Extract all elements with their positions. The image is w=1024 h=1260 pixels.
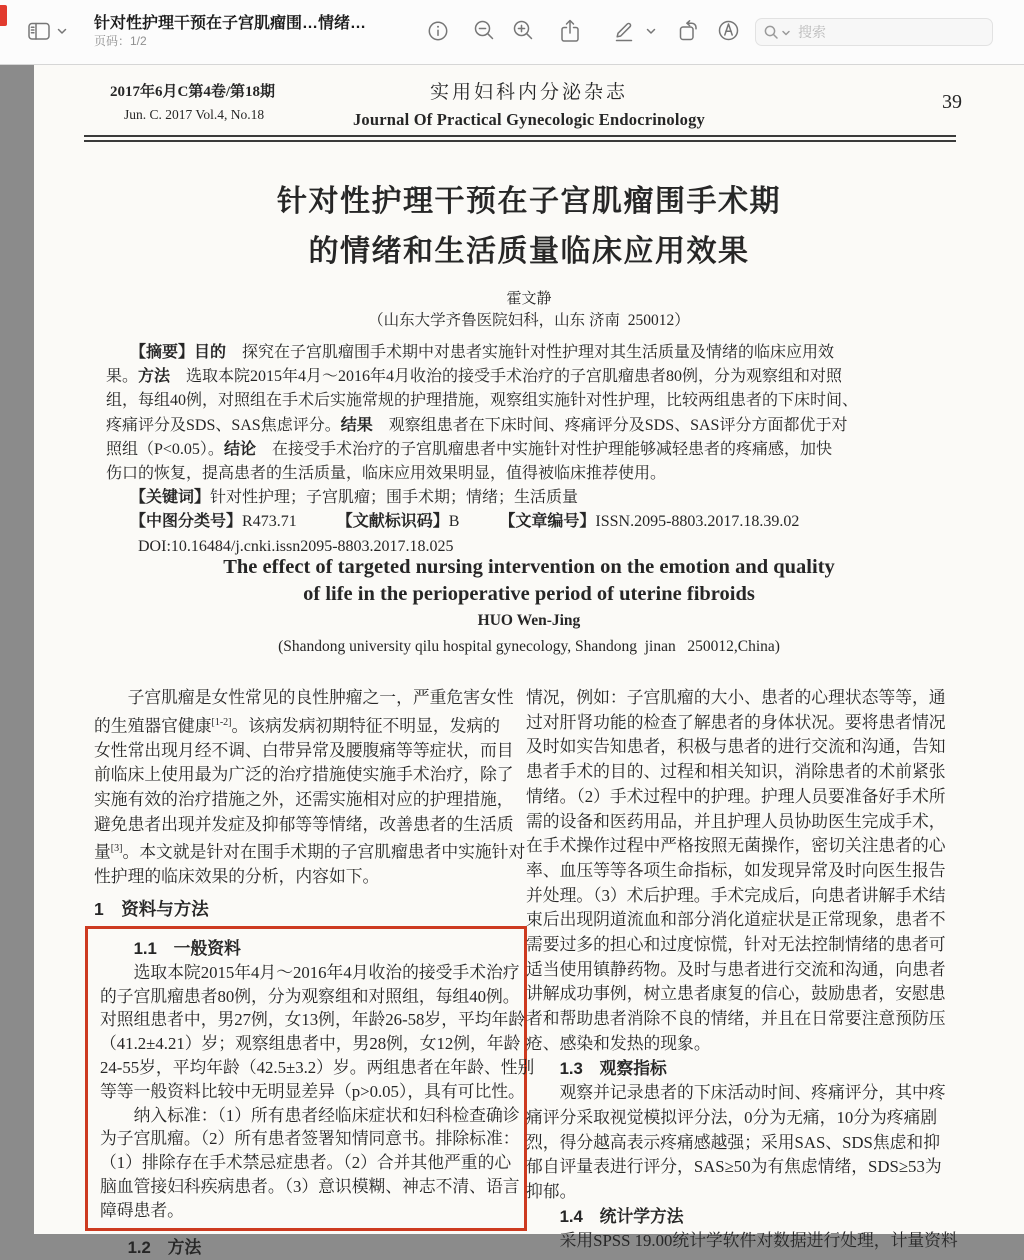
abstract-block bbox=[106, 341, 926, 559]
body-line: 适当使用镇静药物。及时与患者进行交流和沟通，向患者 bbox=[526, 959, 946, 979]
body-line: 女性常出现月经不调、白带异常及腰腹痛等等症状，而目 bbox=[94, 740, 514, 760]
body-line: （41.2±4.21）岁；观察组患者中，男28例，女12例，年龄 bbox=[100, 1034, 521, 1054]
body-line: 疮、感染和发热的现象。 bbox=[526, 1033, 711, 1053]
journal-name-en: Journal Of Practical Gynecologic Endocrinology bbox=[352, 110, 705, 129]
document-title: 针对性护理干预在子宫肌瘤围…情绪… bbox=[94, 14, 367, 32]
body-line: 脑血管接妇科疾病患者。（3）意识模糊、神志不清、语言 bbox=[100, 1176, 520, 1196]
body-line: 的生殖器官健康[1-2]。该病发病初期特征不明显，发病的 bbox=[94, 716, 500, 736]
body-line: 避免患者出现并发症及抑郁等等情绪，改善患者的生活质 bbox=[94, 814, 514, 834]
right-column bbox=[526, 686, 960, 1254]
body-line: 24-55岁，平均年龄（42.5±3.2）岁。两组患者在年龄、性别 bbox=[100, 1057, 535, 1077]
body-line: 选取本院2015年4月～2016年4月收治的接受手术治疗 bbox=[100, 962, 520, 982]
pen-tool-button[interactable] bbox=[716, 18, 741, 46]
document-info bbox=[94, 15, 416, 49]
body-line: 烈，得分越高表示疼痛感越强；采用SAS、SDS焦虑和抑 bbox=[526, 1132, 940, 1152]
body-line: 观察并记录患者的下床活动时间、疼痛评分，其中疼 bbox=[526, 1083, 946, 1103]
chevron-down-icon bbox=[644, 24, 658, 41]
journal-issue-en: Jun. C. 2017 Vol.4, No.18 bbox=[124, 107, 265, 122]
body-line: 在手术操作过程中严格按照无菌操作，密切关注患者的心 bbox=[526, 836, 946, 856]
abstract-line: 疼痛评分及SDS、SAS焦虑评分。结果 观察组患者在下床时间、疼痛评分及SDS、SAS评分方面都优于对 bbox=[106, 416, 848, 434]
body-line: 为子宫肌瘤。（2）所有患者签署知情同意书。排除标准： bbox=[100, 1129, 520, 1149]
body-line: 等等一般资料比较中无明显差异（p>0.05），具有可比性。 bbox=[100, 1081, 525, 1101]
body-line: 过对肝肾功能的检查了解患者的身体状况。要将患者情况 bbox=[526, 712, 946, 732]
body-line: 率、血压等等各项生命指标，如发现异常及时向医生报告 bbox=[526, 860, 946, 880]
abstract-line: 照组（P<0.05）。结论 在接受手术治疗的子宫肌瘤患者中实施针对性护理能够减轻患者的疼痛感，加快 bbox=[106, 440, 832, 458]
body-line: 并处理。（3）术后护理。手术完成后，向患者讲解手术结 bbox=[526, 885, 946, 905]
article-author: 霍文静 bbox=[506, 291, 552, 307]
chevron-down-icon bbox=[781, 28, 791, 38]
sidebar-toggle-button[interactable] bbox=[26, 19, 68, 46]
search-icon bbox=[763, 24, 791, 41]
article-author-en: HUO Wen-Jing bbox=[477, 612, 581, 629]
article-title-en-line1: The effect of targeted nursing intervention on the emotion and quality bbox=[223, 556, 835, 578]
markup-button[interactable] bbox=[612, 18, 636, 46]
info-icon bbox=[426, 19, 450, 46]
body-line: （1）排除存在手术禁忌症患者。（2）合并其他严重的心 bbox=[100, 1153, 512, 1173]
pdf-scroll-area[interactable] bbox=[0, 65, 1024, 1260]
zoom-out-icon bbox=[472, 18, 497, 46]
journal-name-block bbox=[34, 77, 1024, 130]
header-divider bbox=[84, 135, 956, 142]
red-artifact bbox=[0, 5, 7, 26]
journal-name-cn: 实用妇科内分泌杂志 bbox=[429, 82, 628, 103]
article-title-line2: 的情绪和生活质量临床应用效果 bbox=[308, 235, 750, 268]
body-line: 抑郁。 bbox=[526, 1182, 577, 1202]
rotate-button[interactable] bbox=[676, 18, 700, 46]
article-title-line1: 针对性护理干预在子宫肌瘤围手术期 bbox=[277, 185, 781, 218]
abstract-line: 【摘要】目的 探究在子宫肌瘤围手术期中对患者实施针对性护理对其生活质量及情绪的临床应用效 bbox=[106, 344, 835, 361]
info-button[interactable] bbox=[426, 19, 450, 46]
page-indicator: 页码：1/2 bbox=[94, 34, 147, 49]
article-affiliation-en: (Shandong university qilu hospital gynecology, Shandong jinan 250012,China) bbox=[278, 638, 780, 655]
body-line: 者和帮助患者消除不良的情绪，并且在日常要注意预防压 bbox=[526, 1009, 946, 1029]
body-line: 采用SPSS 19.00统计学软件对数据进行处理，计量资料 bbox=[526, 1231, 958, 1251]
pdf-viewer-toolbar bbox=[0, 0, 1024, 65]
body-line: 实施有效的治疗措施之外，还需实施相对应的护理措施， bbox=[94, 789, 514, 809]
body-line: 束后出现阴道流血和部分消化道症状是正常现象，患者不 bbox=[526, 910, 946, 930]
body-line: 的子宫肌瘤患者80例，分为观察组和对照组，每组40例。 bbox=[100, 986, 520, 1006]
zoom-in-button[interactable] bbox=[511, 18, 536, 46]
abstract-line: 果。方法 选取本院2015年4月～2016年4月收治的接受手术治疗的子宫肌瘤患者80例，分为观察组和对照 bbox=[106, 368, 843, 386]
body-line: 需要过多的担心和过度惊慌，针对无法控制情绪的患者可 bbox=[526, 935, 946, 955]
body-line: 1.1 一般资料 bbox=[100, 938, 241, 958]
markup-pencil-icon bbox=[612, 18, 636, 46]
zoom-out-button[interactable] bbox=[472, 18, 497, 46]
sidebar-icon bbox=[26, 19, 52, 46]
abstract-line: 组，每组40例，对照组在手术后实施常规的护理措施，观察组实施针对性护理，比较两组患者的下床时间、 bbox=[106, 392, 859, 410]
markup-expand-button[interactable] bbox=[644, 24, 658, 41]
body-line: 患者手术的目的、过程和相关知识，消除患者的术前紧张 bbox=[526, 762, 946, 782]
abstract-line: 【关键词】针对性护理；子宫肌瘤；围手术期；情绪；生活质量 bbox=[106, 489, 579, 507]
body-line: 需的设备和医药用品，并且护理人员协助医生完成手术， bbox=[526, 811, 946, 831]
body-line: 讲解成功事例，树立患者康复的信心，鼓励患者，安慰患 bbox=[526, 984, 946, 1004]
section-1-heading: 1 资料与方法 bbox=[94, 898, 209, 919]
annotation-highlight-box[interactable] bbox=[85, 926, 535, 1231]
share-icon bbox=[558, 18, 582, 47]
body-line: 1.4 统计学方法 bbox=[526, 1206, 684, 1226]
article-title-en-line2: of life in the perioperative period of uterine fibroids bbox=[303, 583, 755, 605]
body-line: 痛评分采取视觉模拟评分法，0分为无痛，10分为疼痛剧 bbox=[526, 1107, 938, 1127]
body-line: 情况，例如：子宫肌瘤的大小、患者的心理状态等等，通 bbox=[526, 688, 946, 707]
body-line: 障碍患者。 bbox=[100, 1200, 184, 1220]
body-line: 量[3]。本文就是针对在围手术期的子宫肌瘤患者中实施针对 bbox=[94, 842, 526, 862]
abstract-line: 【中图分类号】R473.71 【文献标识码】B 【文章编号】ISSN.2095-8803.2017.18.39.02 bbox=[106, 513, 800, 531]
body-line: 性护理的临床效果的分析，内容如下。 bbox=[94, 867, 380, 887]
body-line: 及时如实告知患者，积极与患者的进行交流和沟通，告知 bbox=[526, 737, 946, 757]
body-line: 1.3 观察指标 bbox=[526, 1058, 667, 1078]
article-affiliation: （山东大学齐鲁医院妇科，山东 济南 250012） bbox=[368, 312, 690, 329]
chevron-down-icon bbox=[56, 25, 68, 40]
journal-issue-cn: 2017年6月C第4卷/第18期 bbox=[110, 84, 276, 100]
rotate-icon bbox=[676, 18, 700, 46]
pdf-page bbox=[34, 65, 1024, 1257]
body-line: 对照组患者中，男27例，女13例，年龄26-58岁，平均年龄 bbox=[100, 1010, 526, 1030]
share-button[interactable] bbox=[558, 18, 582, 47]
body-line: 子宫肌瘤是女性常见的良性肿瘤之一，严重危害女性 bbox=[94, 688, 514, 707]
body-line: 纳入标准：（1）所有患者经临床症状和妇科检查确诊 bbox=[100, 1105, 520, 1125]
body-line: 郁自评量表进行评分，SAS≥50为有焦虑情绪，SDS≥53为 bbox=[526, 1157, 942, 1177]
abstract-line: DOI:10.16484/j.cnki.issn2095-8803.2017.18.025 bbox=[106, 537, 454, 555]
journal-page-number: 39 bbox=[942, 91, 962, 113]
abstract-line: 伤口的恢复，提高患者的生活质量，临床应用效果明显，值得被临床推荐使用。 bbox=[106, 465, 667, 483]
zoom-in-icon bbox=[511, 18, 536, 46]
left-column bbox=[94, 686, 535, 1260]
body-line: 情绪。（2）手术过程中的护理。护理人员要准备好手术所 bbox=[526, 786, 946, 806]
section-1-2-heading: 1.2 方法 bbox=[94, 1237, 202, 1257]
intro-paragraph bbox=[94, 686, 526, 890]
body-line: 前临床上使用最为广泛的治疗措施使实施手术治疗，除了 bbox=[94, 765, 514, 785]
article-title bbox=[34, 177, 1024, 277]
search-field-wrap bbox=[755, 18, 993, 46]
pen-nib-icon bbox=[716, 18, 741, 46]
article-title-en bbox=[34, 554, 1024, 608]
